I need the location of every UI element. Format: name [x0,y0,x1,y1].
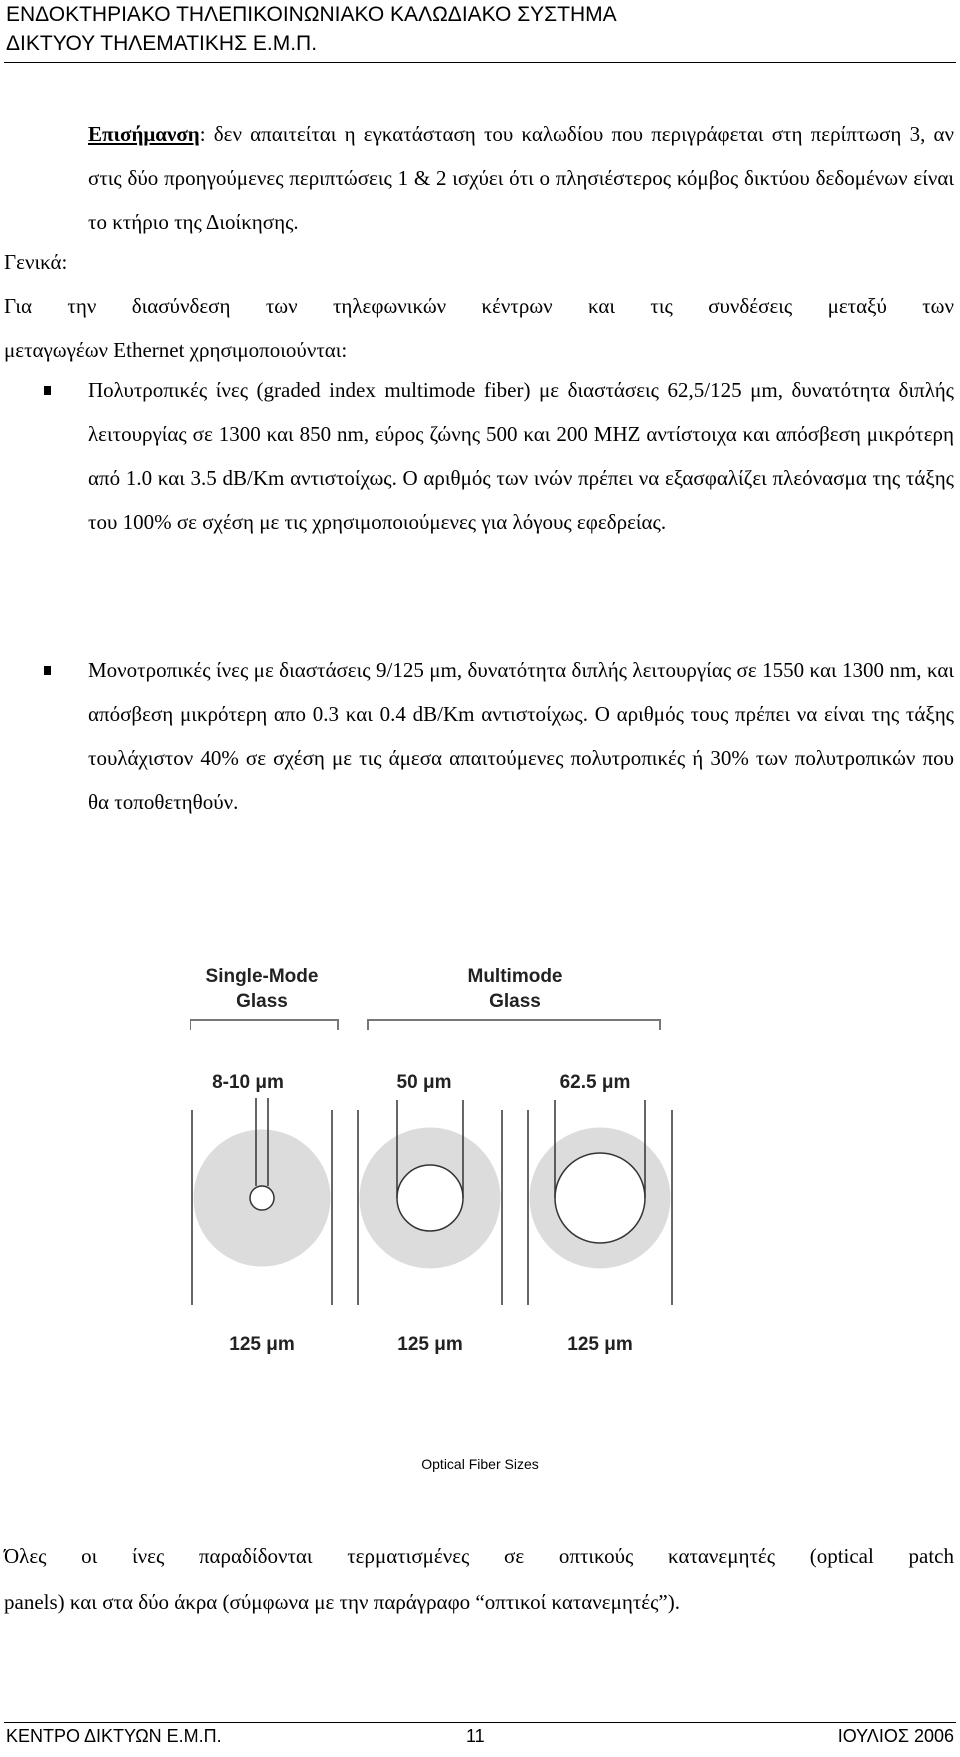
cladding-size-label-1: 125 μm [229,1334,295,1355]
header-rule [4,62,956,63]
figure-caption: Optical Fiber Sizes [421,1456,539,1472]
bullet-marker [44,666,51,675]
optical-fiber-sizes-figure [190,950,750,1410]
fiber-cross-section-62-5um [528,1100,672,1305]
note-text: : δεν απαιτείται η εγκατάσταση του καλωδίου που περιγράφεται στη περίπτωση 3, αν στις δύο προηγούμενες περιπτώσεις 1 & 2 ισχύει ότι ο πλησιέστερος κόμβος δικτύου δεδομένων είναι το κτήριο της Διοίκησης. [88,122,954,234]
header-line-1: ΕΝΔΟΚΤΗΡΙΑΚΟ ΤΗΛΕΠΙΚΟΙΝΩΝΙΑΚΟ ΚΑΛΩΔΙΑΚΟ ΣΥΣΤΗΜΑ [6,3,617,26]
bullet-item-multimode: Πολυτροπικές ίνες (graded index multimode fiber) με διαστάσεις 62,5/125 μm, δυνατότητα διπλής λειτουργίας σε 1300 και 850 nm, εύρος ζώνης 500 και 200 MHZ αντίστοιχα και απόσβεση μικρότερη από 1.0 και 3.5 dB/Km αντιστοίχως. Ο αριθμός των ινών πρέπει να εξασφαλίζει πλεόνασμα της τάξης του 100% σε σχέση με τις χρησιμοποιούμενες για λόγους εφεδρείας. [88,378,954,534]
fiber-cross-section-single-mode [192,1098,332,1305]
page-number: 11 [466,1726,485,1746]
note-paragraph [88,112,954,244]
single-mode-label-1: Single-Mode [205,966,319,987]
intro-line-2: μεταγωγέων Ethernet χρησιμοποιούνται: [4,338,348,362]
footer-right: ΙΟΥΛΙΟΣ 2006 [837,1726,954,1746]
footer-left: ΚΕΝΤΡΟ ΔΙΚΤΥΩΝ Ε.Μ.Π. [6,1726,222,1746]
core-size-label-3: 62.5 μm [559,1072,631,1093]
closing-line-2: panels) και στα δύο άκρα (σύμφωνα με την παράγραφο “οπτικοί κατανεμητές”). [4,1590,680,1614]
note-label: Επισήμανση [88,122,200,146]
cladding-size-label-2: 125 μm [397,1334,463,1355]
general-heading: Γενικά: [4,250,68,274]
footer-rule [4,1722,956,1723]
single-mode-label-2: Glass [236,991,288,1012]
single-mode-bracket [190,1020,338,1030]
document-header [6,0,617,58]
core-size-label-1: 8-10 μm [212,1072,284,1093]
bullet-marker [44,386,51,395]
header-line-2: ΔΙΚΤΥΟΥ ΤΗΛΕΜΑΤΙΚΗΣ Ε.Μ.Π. [6,32,318,55]
bullet-item-singlemode: Μονοτροπικές ίνες με διαστάσεις 9/125 μm, δυνατότητα διπλής λειτουργίας σε 1550 και 1300 nm, και απόσβεση μικρότερη απο 0.3 και 0.4 dB/Km αντιστοίχως. Ο αριθμός τους πρέπει να είναι της τάξης τουλάχιστον 40% σε σχέση με τις άμεσα απαιτούμενες πολυτροπικές ή 30% των πολυτροπικών που θα τοποθετηθούν. [88,658,954,814]
multimode-label-2: Glass [489,991,541,1012]
intro-line-1: Για την διασύνδεση των τηλεφωνικών κέντρων και τις συνδέσεις μεταξύ των [4,294,954,318]
closing-line-1: Όλες οι ίνες παραδίδονται τερματισμένες σε οπτικούς κατανεμητές (optical patch [4,1544,954,1568]
multimode-bracket [368,1020,660,1030]
cladding-size-label-3: 125 μm [567,1334,633,1355]
core-size-label-2: 50 μm [396,1072,452,1093]
multimode-label-1: Multimode [467,966,563,987]
fiber-cross-section-50um [358,1100,502,1305]
